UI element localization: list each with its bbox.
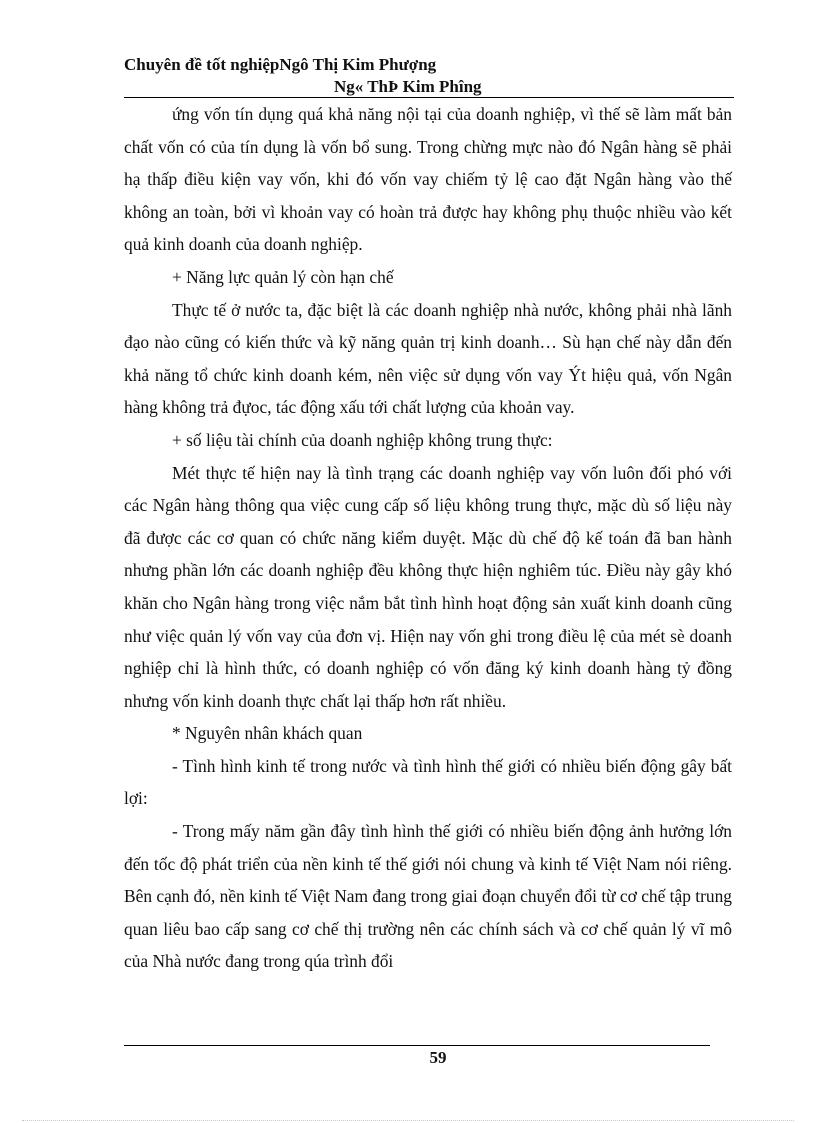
header-title: Chuyên đề tốt nghiệpNgô Thị Kim Phượng [124,55,437,74]
paragraph: Mét thực tế hiện nay là tình trạng các doanh nghiệp vay vốn luôn đối phó với các Ngân hàng thông qua việc cung cấp số liệu không trung thực, mặc dù số liệu này đã được các cơ quan có chức năng kiểm duyệt. Mặc dù chế độ kế toán đã ban hành nhưng phần lớn các doanh nghiệp đều không thực hiện nghiêm túc. Điều này gây khó khăn cho Ngân hàng trong việc nắm bắt tình hình hoạt động sản xuất kinh doanh cũng như việc quản lý vốn vay của đơn vị. Hiện nay vốn ghi trong điều lệ của mét sè doanh nghiệp chỉ là hình thức, có doanh nghiệp có vốn đăng ký kinh doanh hàng tỷ đồng nhưng vốn kinh doanh thực chất lại thấp hơn rất nhiều. [124,462,732,711]
footer-divider [124,1045,710,1046]
paragraph: - Trong mấy năm gần đây tình hình thế giới có nhiều biến động ảnh hưởng lớn đến tốc độ phát triển của nền kinh tế thế giới nói chung và kinh tế Việt Nam nói riêng. Bên cạnh đó, nền kinh tế Việt Nam đang trong giai đoạn chuyển đổi từ cơ chế tập trung quan liêu bao cấp sang cơ chế thị trường nên các chính sách và cơ chế quản lý vĩ mô của Nhà nước đang trong qúa trình đổi [124,821,732,972]
paragraph-heading: * Nguyên nhân khách quan [172,723,363,744]
header-author: Ng« ThÞ Kim Phîng [334,77,482,96]
paragraph: - Tình hình kinh tế trong nước và tình hình thế giới có nhiều biến động gây bất lợi: [124,755,732,809]
page-edge-divider [22,1120,794,1121]
page-number: 59 [429,1048,447,1067]
paragraph-heading: + Năng lực quản lý còn hạn chế [172,266,394,287]
page-header [124,54,734,98]
paragraph-heading: + số liệu tài chính của doanh nghiệp không trung thực: [172,429,553,450]
document-body [124,98,732,978]
paragraph: ứng vốn tín dụng quá khả năng nội tại của doanh nghiệp, vì thế sẽ làm mất bản chất vốn có của tín dụng là vốn bổ sung. Trong chừng mực nào đó Ngân hàng sẽ phải hạ thấp điều kiện vay vốn, khi đó vốn vay chiếm tỷ lệ cao đặt Ngân hàng vào thế không an toàn, bởi vì khoản vay có hoàn trả được hay không phụ thuộc nhiều vào kết quả kinh doanh của doanh nghiệp. [124,104,732,255]
paragraph: Thực tế ở nước ta, đặc biệt là các doanh nghiệp nhà nước, không phải nhà lãnh đạo nào cũng có kiến thức và kỹ năng quản trị kinh doanh… Sù hạn chế này dẫn đến khả năng tổ chức kinh doanh kém, nên việc sử dụng vốn vay Ýt hiệu quả, vốn Ngân hàng không trả đựoc, tác động xấu tới chất lượng của khoản vay. [124,299,732,418]
